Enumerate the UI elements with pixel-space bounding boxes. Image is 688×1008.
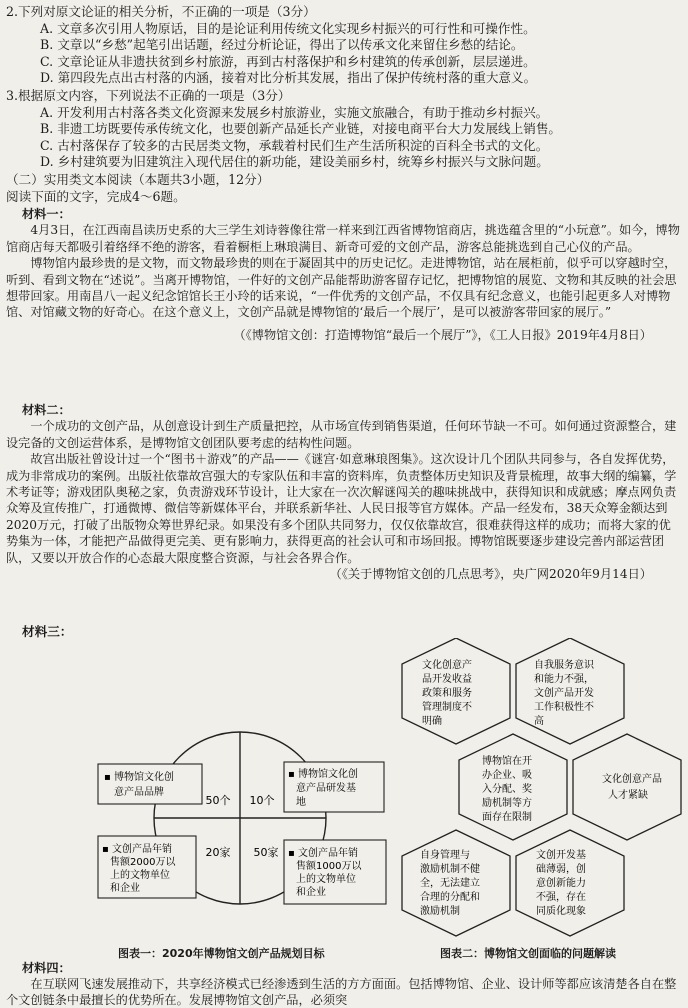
chart2-caption: 图表二：博物馆文创面临的问题解读 (440, 947, 616, 960)
quadrant-value-2: 10个 (249, 794, 275, 807)
hex-2 (516, 638, 624, 744)
hex-1 (402, 638, 510, 744)
svg-text:人才紧缺: 人才紧缺 (608, 790, 648, 801)
material-1 (6, 206, 680, 343)
svg-text:管理制度不: 管理制度不 (422, 702, 472, 713)
option-a: A. 开发利用古村落各类文化资源来发展乡村旅游业，实施文旅融合，有助于推动乡村振兴。 (40, 104, 549, 120)
option-c: C. 古村落保存了较多的古民居类文物，承载着村民们生产生活所积淀的百科全书式的文化。 (40, 137, 549, 153)
callout-box-2 (284, 762, 384, 812)
callout-box-4 (284, 840, 386, 904)
callout-label: ▪ 博物馆文化创 (104, 772, 174, 783)
option-c: C. 文章论证从非遗扶贫到乡村旅游，再到古村落保护和乡村建筑的传承创新，层层递进。 (40, 53, 536, 69)
callout-box-3 (98, 836, 196, 898)
option-d: D. 第四段先点出古村落的内涵，接着对比分析其发展，指出了保护传统村落的重大意义。 (40, 70, 537, 86)
quadrant-value-1: 50个 (205, 794, 231, 807)
svg-text:高: 高 (534, 716, 544, 727)
material-heading: 材料一： (22, 207, 71, 221)
svg-text:政策和服务: 政策和服务 (422, 688, 472, 699)
material-4 (6, 960, 680, 1008)
svg-text:和企业: 和企业 (110, 883, 140, 894)
svg-text:入分配、奖: 入分配、奖 (482, 784, 532, 795)
quadrant-value-4: 50家 (253, 846, 279, 859)
question-2 (6, 4, 680, 87)
svg-text:和能力不强，: 和能力不强， (534, 674, 594, 685)
svg-text:▪ 文创产品年销: ▪ 文创产品年销 (288, 848, 358, 859)
material-heading: 材料三： (22, 624, 73, 639)
svg-text:合理的分配和: 合理的分配和 (420, 892, 480, 903)
svg-text:不强，存在: 不强，存在 (536, 892, 586, 903)
callout-box-1 (98, 764, 202, 804)
question-stem: 2.下列对原文论证的相关分析，不正确的一项是（3分） (6, 4, 316, 19)
section-2-header (6, 172, 680, 205)
option-b: B. 非遗工坊既要传承传统文化，也要创新产品延长产业链，对接电商平台大力发展线上销售。 (40, 121, 562, 137)
svg-text:文创产品开发: 文创产品开发 (534, 688, 594, 699)
svg-text:上的文物单位: 上的文物单位 (296, 874, 356, 885)
svg-text:售额2000万以: 售额2000万以 (110, 857, 176, 868)
paragraph: 在互联网飞速发展推动下，共享经济模式已经渗透到生活的方方面面。包括博物馆、企业、设计师等都应该清楚各自在整个文创链条中最擅长的优势所在。发展博物馆文创产品，必须突 (6, 977, 677, 1007)
paragraph: 4月3日，在江西南昌读历史系的大三学生刘诗蓉像往常一样来到江西省博物馆商店，挑选蕴含里的“小玩意”。如今，博物馆商店每天都吸引着络绎不绝的游客，看着橱柜上琳琅满目、新奇可爱的文创产品，游客总能挑选到自己心仪的产品。 (6, 223, 680, 254)
svg-text:博物馆在开: 博物馆在开 (482, 756, 532, 767)
svg-text:▪ 文创产品年销: ▪ 文创产品年销 (102, 844, 172, 855)
svg-text:文化创意产: 文化创意产 (422, 660, 472, 671)
svg-text:意产品品牌: 意产品品牌 (114, 787, 164, 798)
paragraph: 博物馆内最珍贵的是文物，而文物最珍贵的则在于凝固其中的历史记忆。走进博物馆，站在展柜前，似乎可以穿越时空，听到、看到文物在“述说”。当离开博物馆，一件好的文创产品能帮助游客留存记忆，把博物馆的展览、文物和其反映的社会思想带回家。用南昌八一起义纪念馆馆长王小玲的话来说，“一件优秀的文创产品，不仅具有纪念意义，也能引起更多人对博物馆、对馆藏文物的好奇心。在这个意义上，文创产品就是博物馆的‘最后一个展厅’，是可以被游客带回家的展厅。” (6, 256, 677, 320)
option-d: D. 乡村建筑要为旧建筑注入现代居住的新功能，建设美丽乡村，统筹乡村振兴与文脉问题。 (40, 154, 549, 170)
svg-text:办企业、吸: 办企业、吸 (482, 770, 532, 781)
quadrant-value-3: 20家 (205, 846, 231, 859)
svg-text:品开发收益: 品开发收益 (422, 674, 472, 685)
svg-text:工作积极性不: 工作积极性不 (534, 702, 594, 713)
svg-text:售额1000万以: 售额1000万以 (296, 861, 362, 872)
hex-6 (516, 830, 624, 936)
question-stem: 3.根据原文内容，下列说法不正确的一项是（3分） (6, 88, 291, 103)
svg-text:自我服务意识: 自我服务意识 (534, 660, 594, 671)
chart1-diagram (90, 700, 390, 940)
svg-text:上的文物单位: 上的文物单位 (110, 870, 170, 881)
hex-4 (573, 734, 681, 840)
option-b: B. 文章以“乡愁”起笔引出话题，经过分析论证，得出了以传承文化来留住乡愁的结论。 (40, 37, 524, 53)
svg-text:面存在限制: 面存在限制 (482, 812, 532, 823)
svg-text:自身管理与: 自身管理与 (420, 850, 470, 861)
svg-text:励机制等方: 励机制等方 (482, 798, 532, 809)
source-citation: （《博物馆文创：打造博物馆“最后一个展厅”》，《工人日报》2019年4月8日） (233, 327, 652, 342)
chart2-honeycomb (398, 638, 688, 938)
material-heading: 材料四： (22, 961, 71, 975)
hex-3 (459, 734, 567, 840)
svg-text:意产品研发基: 意产品研发基 (296, 783, 356, 794)
svg-text:▪ 博物馆文化创: ▪ 博物馆文化创 (288, 769, 358, 780)
paragraph: 故宫出版社曾设计过一个“图书＋游戏”的产品——《谜宫·如意琳琅图集》。这次设计几个团队共同参与，各自发挥优势，成为非常成功的案例。出版社依靠故宫强大的专家队伍和丰富的资料库，负责整体历史知识及背景梳理，故事大纲的编纂，学术考证等；游戏团队奥秘之家，负责游戏环节设计，让大家在一次次解谜闯关的趣味挑战中，获得知识和成就感；摩点网负责众筹及宣传推广，打通微博、微信等新媒体平台，并联系新华社、人民日报等官方媒体。产品一经发布，38天众筹金额达到2020万元，打破了出版物众筹世界纪录。如果没有多个团队共同努力，仅仅依靠故宫，很难获得这样的成功；而将大家的优势集为一体，才能把产品做得更完美、更有影响力，获得更高的社会认可和市场回报。博物馆既要逐步建设完善内部运营团队，又要以开放合作的心态最大限度整合资源，与社会各界合作。 (6, 452, 677, 565)
option-a: A. 文章多次引用人物原话，目的是论证利用传统文化实现乡村振兴的可行性和可操作性。 (40, 20, 536, 36)
section-title: （二）实用类文本阅读（本题共3小题，12分） (6, 172, 270, 187)
source-citation: （《关于博物馆文创的几点思考》，央广网2020年9月14日） (329, 567, 652, 582)
material-2 (6, 402, 680, 582)
svg-text:全，无法建立: 全，无法建立 (420, 878, 480, 889)
material-heading: 材料二： (22, 403, 71, 417)
hex-5 (402, 830, 510, 936)
svg-text:文化创意产品: 文化创意产品 (602, 774, 662, 785)
section-instruction: 阅读下面的文字，完成4～6题。 (6, 188, 186, 204)
svg-text:和企业: 和企业 (296, 887, 326, 898)
svg-text:同质化现象: 同质化现象 (536, 906, 586, 917)
question-3 (6, 88, 680, 171)
material-3-heading-wrap (6, 624, 126, 641)
svg-text:地: 地 (296, 797, 306, 808)
svg-text:文创开发基: 文创开发基 (536, 850, 586, 861)
svg-text:础薄弱，创: 础薄弱，创 (536, 864, 586, 875)
svg-text:激励机制: 激励机制 (420, 906, 460, 917)
svg-text:意创新能力: 意创新能力 (536, 878, 586, 889)
paragraph: 一个成功的文创产品，从创意设计到生产质量把控，从市场宣传到销售渠道，任何环节缺一不可。如何通过资源整合，建设完备的文创运营体系，是博物馆文创团队要考虑的结构性问题。 (6, 419, 677, 450)
svg-text:激励机制不健: 激励机制不健 (420, 864, 480, 875)
svg-text:明确: 明确 (422, 716, 442, 727)
chart1-caption: 图表一：2020年博物馆文创产品规划目标 (118, 947, 325, 960)
